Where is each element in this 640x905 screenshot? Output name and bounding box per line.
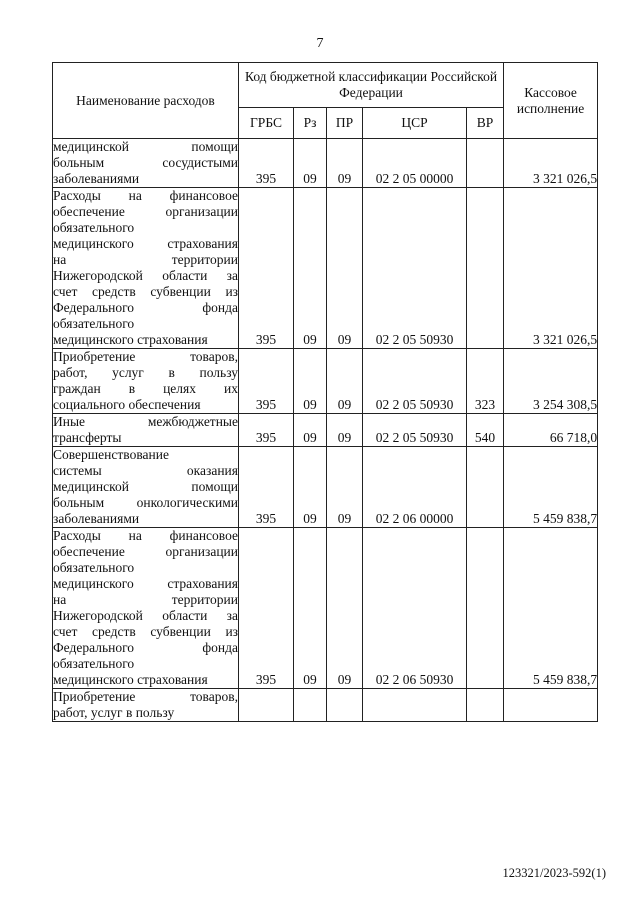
expense-name — [53, 139, 239, 188]
expense-name-line: медицинского страхования — [53, 672, 208, 687]
expense-name-line: трансферты — [53, 430, 122, 445]
expense-name — [53, 689, 239, 722]
table-row — [53, 447, 598, 528]
expense-name-line: обязательного — [53, 656, 135, 671]
table-row — [53, 188, 598, 349]
vr-cell — [467, 139, 504, 188]
amount-cell: 3 321 026,5 — [504, 188, 598, 349]
expense-name-line: Приобретение товаров, — [53, 349, 238, 364]
pr-cell: 09 — [327, 139, 363, 188]
header-pr: ПР — [327, 108, 363, 139]
rz-cell: 09 — [294, 139, 327, 188]
expense-name-line: Нижегородской области за — [53, 268, 238, 283]
expense-name-line: медицинской помощи — [53, 139, 238, 154]
grbs-cell: 395 — [239, 188, 294, 349]
expense-name-line: социального обеспечения — [53, 397, 201, 412]
grbs-cell: 395 — [239, 528, 294, 689]
grbs-cell — [239, 689, 294, 722]
expense-name-line: обеспечение организации — [53, 204, 238, 219]
header-vr: ВР — [467, 108, 504, 139]
budget-table — [52, 62, 598, 722]
expense-name-line: обязательного — [53, 316, 135, 331]
csr-cell: 02 2 05 50930 — [363, 188, 467, 349]
expense-name-line: медицинского страхования — [53, 332, 208, 347]
expense-name-line: счет средств субвенции из — [53, 624, 238, 639]
expense-name-line: Совершенствование — [53, 447, 169, 462]
header-execution: Кассовое исполнение — [504, 63, 598, 139]
expense-name-line: медицинского страхования — [53, 236, 238, 251]
csr-cell: 02 2 05 50930 — [363, 414, 467, 447]
expense-name-line: на территории — [53, 252, 238, 267]
vr-cell — [467, 188, 504, 349]
pr-cell — [327, 689, 363, 722]
expense-name-line: работ, услуг в пользу — [53, 365, 238, 380]
rz-cell: 09 — [294, 414, 327, 447]
table-row — [53, 528, 598, 689]
expense-name-line: Расходы на финансовое — [53, 528, 238, 543]
expense-name-line: граждан в целях их — [53, 381, 238, 396]
vr-cell: 540 — [467, 414, 504, 447]
rz-cell — [294, 689, 327, 722]
expense-name-line: Иные межбюджетные — [53, 414, 238, 429]
header-rz: Рз — [294, 108, 327, 139]
amount-cell: 66 718,0 — [504, 414, 598, 447]
table-body — [53, 139, 598, 722]
expense-name-line: Расходы на финансовое — [53, 188, 238, 203]
rz-cell: 09 — [294, 447, 327, 528]
expense-name-line: счет средств субвенции из — [53, 284, 238, 299]
pr-cell: 09 — [327, 528, 363, 689]
expense-name-line: Приобретение товаров, — [53, 689, 238, 704]
csr-cell: 02 2 06 00000 — [363, 447, 467, 528]
header-code-group: Код бюджетной классификации Российской Федерации — [239, 63, 504, 108]
expense-name-line: обеспечение организации — [53, 544, 238, 559]
grbs-cell: 395 — [239, 349, 294, 414]
expense-name — [53, 447, 239, 528]
page-number: 7 — [316, 36, 324, 51]
expense-name-line: Федерального фонда — [53, 300, 238, 315]
document-code: 123321/2023-592(1) — [502, 866, 606, 880]
amount-cell: 3 254 308,5 — [504, 349, 598, 414]
amount-cell: 3 321 026,5 — [504, 139, 598, 188]
grbs-cell: 395 — [239, 414, 294, 447]
csr-cell: 02 2 06 50930 — [363, 528, 467, 689]
expense-name-line: заболеваниями — [53, 511, 140, 526]
csr-cell — [363, 689, 467, 722]
vr-cell: 323 — [467, 349, 504, 414]
amount-cell — [504, 689, 598, 722]
table-row — [53, 414, 598, 447]
pr-cell: 09 — [327, 414, 363, 447]
expense-name-line: медицинской помощи — [53, 479, 238, 494]
expense-name-line: системы оказания — [53, 463, 238, 478]
expense-name-line: Федерального фонда — [53, 640, 238, 655]
expense-name-line: обязательного — [53, 560, 135, 575]
vr-cell — [467, 447, 504, 528]
vr-cell — [467, 528, 504, 689]
expense-name-line: обязательного — [53, 220, 135, 235]
expense-name — [53, 528, 239, 689]
amount-cell: 5 459 838,7 — [504, 528, 598, 689]
rz-cell: 09 — [294, 528, 327, 689]
expense-name-line: заболеваниями — [53, 171, 140, 186]
header-name: Наименование расходов — [53, 63, 239, 139]
expense-name — [53, 188, 239, 349]
vr-cell — [467, 689, 504, 722]
table-row — [53, 139, 598, 188]
csr-cell: 02 2 05 00000 — [363, 139, 467, 188]
expense-name-line: на территории — [53, 592, 238, 607]
grbs-cell: 395 — [239, 447, 294, 528]
pr-cell: 09 — [327, 188, 363, 349]
expense-name-line: медицинского страхования — [53, 576, 238, 591]
csr-cell: 02 2 05 50930 — [363, 349, 467, 414]
rz-cell: 09 — [294, 188, 327, 349]
expense-name-line: Нижегородской области за — [53, 608, 238, 623]
table-row — [53, 689, 598, 722]
pr-cell: 09 — [327, 349, 363, 414]
rz-cell: 09 — [294, 349, 327, 414]
expense-name — [53, 349, 239, 414]
expense-name-line: больным сосудистыми — [53, 155, 238, 170]
header-grbs: ГРБС — [239, 108, 294, 139]
pr-cell: 09 — [327, 447, 363, 528]
amount-cell: 5 459 838,7 — [504, 447, 598, 528]
expense-name-line: работ, услуг в пользу — [53, 705, 175, 720]
grbs-cell: 395 — [239, 139, 294, 188]
expense-name — [53, 414, 239, 447]
table-row — [53, 349, 598, 414]
expense-name-line: больным онкологическими — [53, 495, 238, 510]
header-csr: ЦСР — [363, 108, 467, 139]
